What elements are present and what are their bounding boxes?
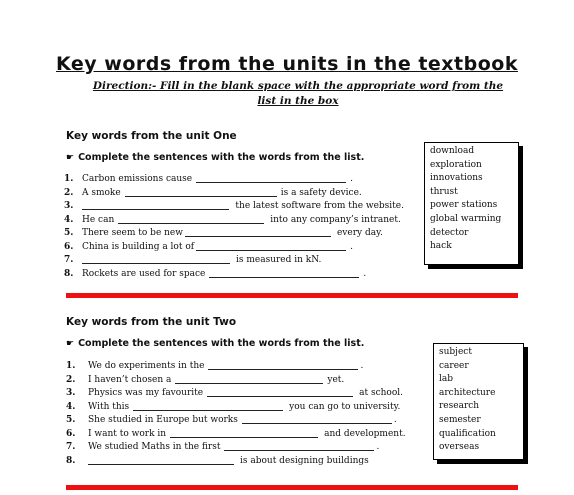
- instruction-text: Complete the sentences with the words from the list.: [78, 152, 365, 163]
- sentence-number: 1.: [66, 361, 76, 371]
- sentence-number: 5.: [66, 415, 76, 425]
- sentence-row: [64, 214, 404, 228]
- sentence-row: [66, 387, 406, 401]
- sentence-row: [66, 401, 406, 415]
- sentence-text-before: Physics was my favourite: [88, 388, 204, 398]
- sentence-text-after: into any company’s intranet.: [270, 214, 401, 225]
- section-two-heading: Key words from the unit Two: [66, 316, 237, 328]
- word-list-box-two: [433, 343, 524, 460]
- section-one-sentences: [64, 173, 404, 281]
- word-list-item: qualification: [439, 428, 496, 439]
- answer-blank[interactable]: [170, 428, 318, 438]
- answer-blank[interactable]: [224, 441, 374, 451]
- answer-blank[interactable]: [242, 414, 392, 424]
- sentence-number: 7.: [66, 442, 76, 452]
- word-list-item: thrust: [430, 186, 458, 197]
- word-list-box-one: [424, 142, 519, 265]
- sentence-number: 6.: [66, 428, 76, 439]
- sentence-text-after: .: [376, 442, 380, 452]
- sentence-number: 5.: [64, 228, 74, 238]
- word-list-item: architecture: [439, 387, 496, 398]
- word-list-item: overseas: [439, 442, 480, 453]
- sentence-text-before: We studied Maths in the first: [88, 442, 221, 452]
- word-list-item: career: [439, 360, 469, 371]
- sentence-row: [64, 200, 404, 214]
- answer-blank[interactable]: [82, 200, 229, 210]
- sentence-number: 8.: [66, 455, 76, 466]
- sentence-text-after: is about designing buildings: [240, 455, 369, 466]
- sentence-number: 3.: [66, 388, 76, 398]
- answer-blank[interactable]: [88, 455, 234, 465]
- section-two-sentences: [66, 360, 406, 468]
- sentence-text-before: There seem to be new: [82, 228, 183, 238]
- sentence-text-after: is a safety device.: [280, 187, 362, 198]
- sentence-text-before: China is building a lot of: [82, 241, 195, 252]
- section-two-instruction: [66, 338, 364, 349]
- sentence-row: [64, 187, 404, 201]
- sentence-text-after: at school.: [359, 388, 403, 398]
- sentence-row: [66, 441, 406, 455]
- answer-blank[interactable]: [175, 374, 323, 384]
- word-list-item: innovations: [430, 173, 483, 184]
- sentence-row: [64, 173, 404, 187]
- answer-blank[interactable]: [209, 268, 359, 278]
- direction-text: Direction:- Fill in the blank space with the appropriate word from the list in the box: [92, 80, 504, 107]
- pointing-hand-icon: ☛: [66, 153, 75, 163]
- answer-blank[interactable]: [207, 387, 353, 397]
- sentence-text-before: She studied in Europe but works: [88, 415, 238, 425]
- sentence-text-after: the latest software from the website.: [235, 201, 404, 211]
- answer-blank[interactable]: [82, 254, 230, 264]
- word-list-item: detector: [430, 227, 469, 238]
- word-list-item: research: [439, 401, 480, 412]
- answer-blank[interactable]: [118, 214, 264, 224]
- sentence-text-before: He can: [82, 214, 115, 225]
- sentence-number: 8.: [64, 268, 74, 279]
- answer-blank[interactable]: [185, 227, 331, 237]
- sentence-number: 3.: [64, 201, 74, 211]
- sentence-row: [64, 227, 404, 241]
- sentence-number: 1.: [64, 174, 74, 184]
- word-list-item: lab: [439, 374, 454, 385]
- sentence-text-before: Carbon emissions cause: [82, 174, 193, 184]
- section-divider: [66, 293, 518, 298]
- section-one-instruction: [66, 152, 364, 163]
- word-list-item: global warming: [430, 213, 502, 224]
- sentence-row: [66, 455, 406, 469]
- sentence-text-before: I haven’t chosen a: [88, 374, 172, 385]
- sentence-text-after: is measured in kN.: [236, 255, 322, 265]
- sentence-text-after: and development.: [324, 428, 406, 439]
- sentence-text-before: A smoke: [82, 187, 121, 198]
- answer-blank[interactable]: [208, 360, 358, 370]
- page-title: Key words from the units in the textbook: [56, 53, 518, 75]
- sentence-text-after: you can go to university.: [289, 401, 401, 412]
- sentence-text-after: yet.: [327, 374, 345, 385]
- instruction-text: Complete the sentences with the words from the list.: [78, 338, 365, 349]
- sentence-text-after: every day.: [336, 228, 383, 238]
- sentence-row: [64, 241, 404, 255]
- sentence-text-after: .: [350, 174, 353, 184]
- sentence-text-before: We do experiments in the: [88, 361, 205, 371]
- sentence-text-before: With this: [88, 401, 130, 412]
- sentence-number: 7.: [64, 255, 74, 265]
- word-list-item: hack: [430, 241, 452, 252]
- pointing-hand-icon: ☛: [66, 339, 75, 349]
- word-list-item: subject: [439, 347, 472, 357]
- word-list-item: semester: [439, 414, 481, 425]
- sentence-row: [64, 254, 404, 268]
- sentence-number: 6.: [64, 241, 74, 252]
- sentence-text-before: I want to work in: [88, 428, 167, 439]
- sentence-row: [66, 374, 406, 388]
- sentence-text-before: Rockets are used for space: [82, 268, 206, 279]
- answer-blank[interactable]: [133, 401, 283, 411]
- sentence-text-after: .: [350, 241, 353, 252]
- sentence-row: [66, 414, 406, 428]
- answer-blank[interactable]: [125, 187, 277, 197]
- sentence-number: 2.: [66, 374, 76, 385]
- sentence-number: 4.: [66, 401, 76, 412]
- sentence-number: 2.: [64, 187, 74, 198]
- section-one-heading: Key words from the unit One: [66, 130, 237, 142]
- answer-blank[interactable]: [196, 173, 346, 183]
- section-divider: [66, 485, 518, 490]
- sentence-text-after: .: [393, 415, 397, 425]
- sentence-row: [66, 360, 406, 374]
- word-list-item: exploration: [430, 159, 482, 170]
- word-list-item: download: [430, 146, 475, 156]
- answer-blank[interactable]: [196, 241, 346, 251]
- sentence-number: 4.: [64, 214, 74, 225]
- sentence-row: [64, 268, 404, 282]
- sentence-row: [66, 428, 406, 442]
- sentence-text-after: .: [363, 268, 367, 279]
- sentence-text-after: .: [360, 361, 364, 371]
- word-list-item: power stations: [430, 200, 498, 211]
